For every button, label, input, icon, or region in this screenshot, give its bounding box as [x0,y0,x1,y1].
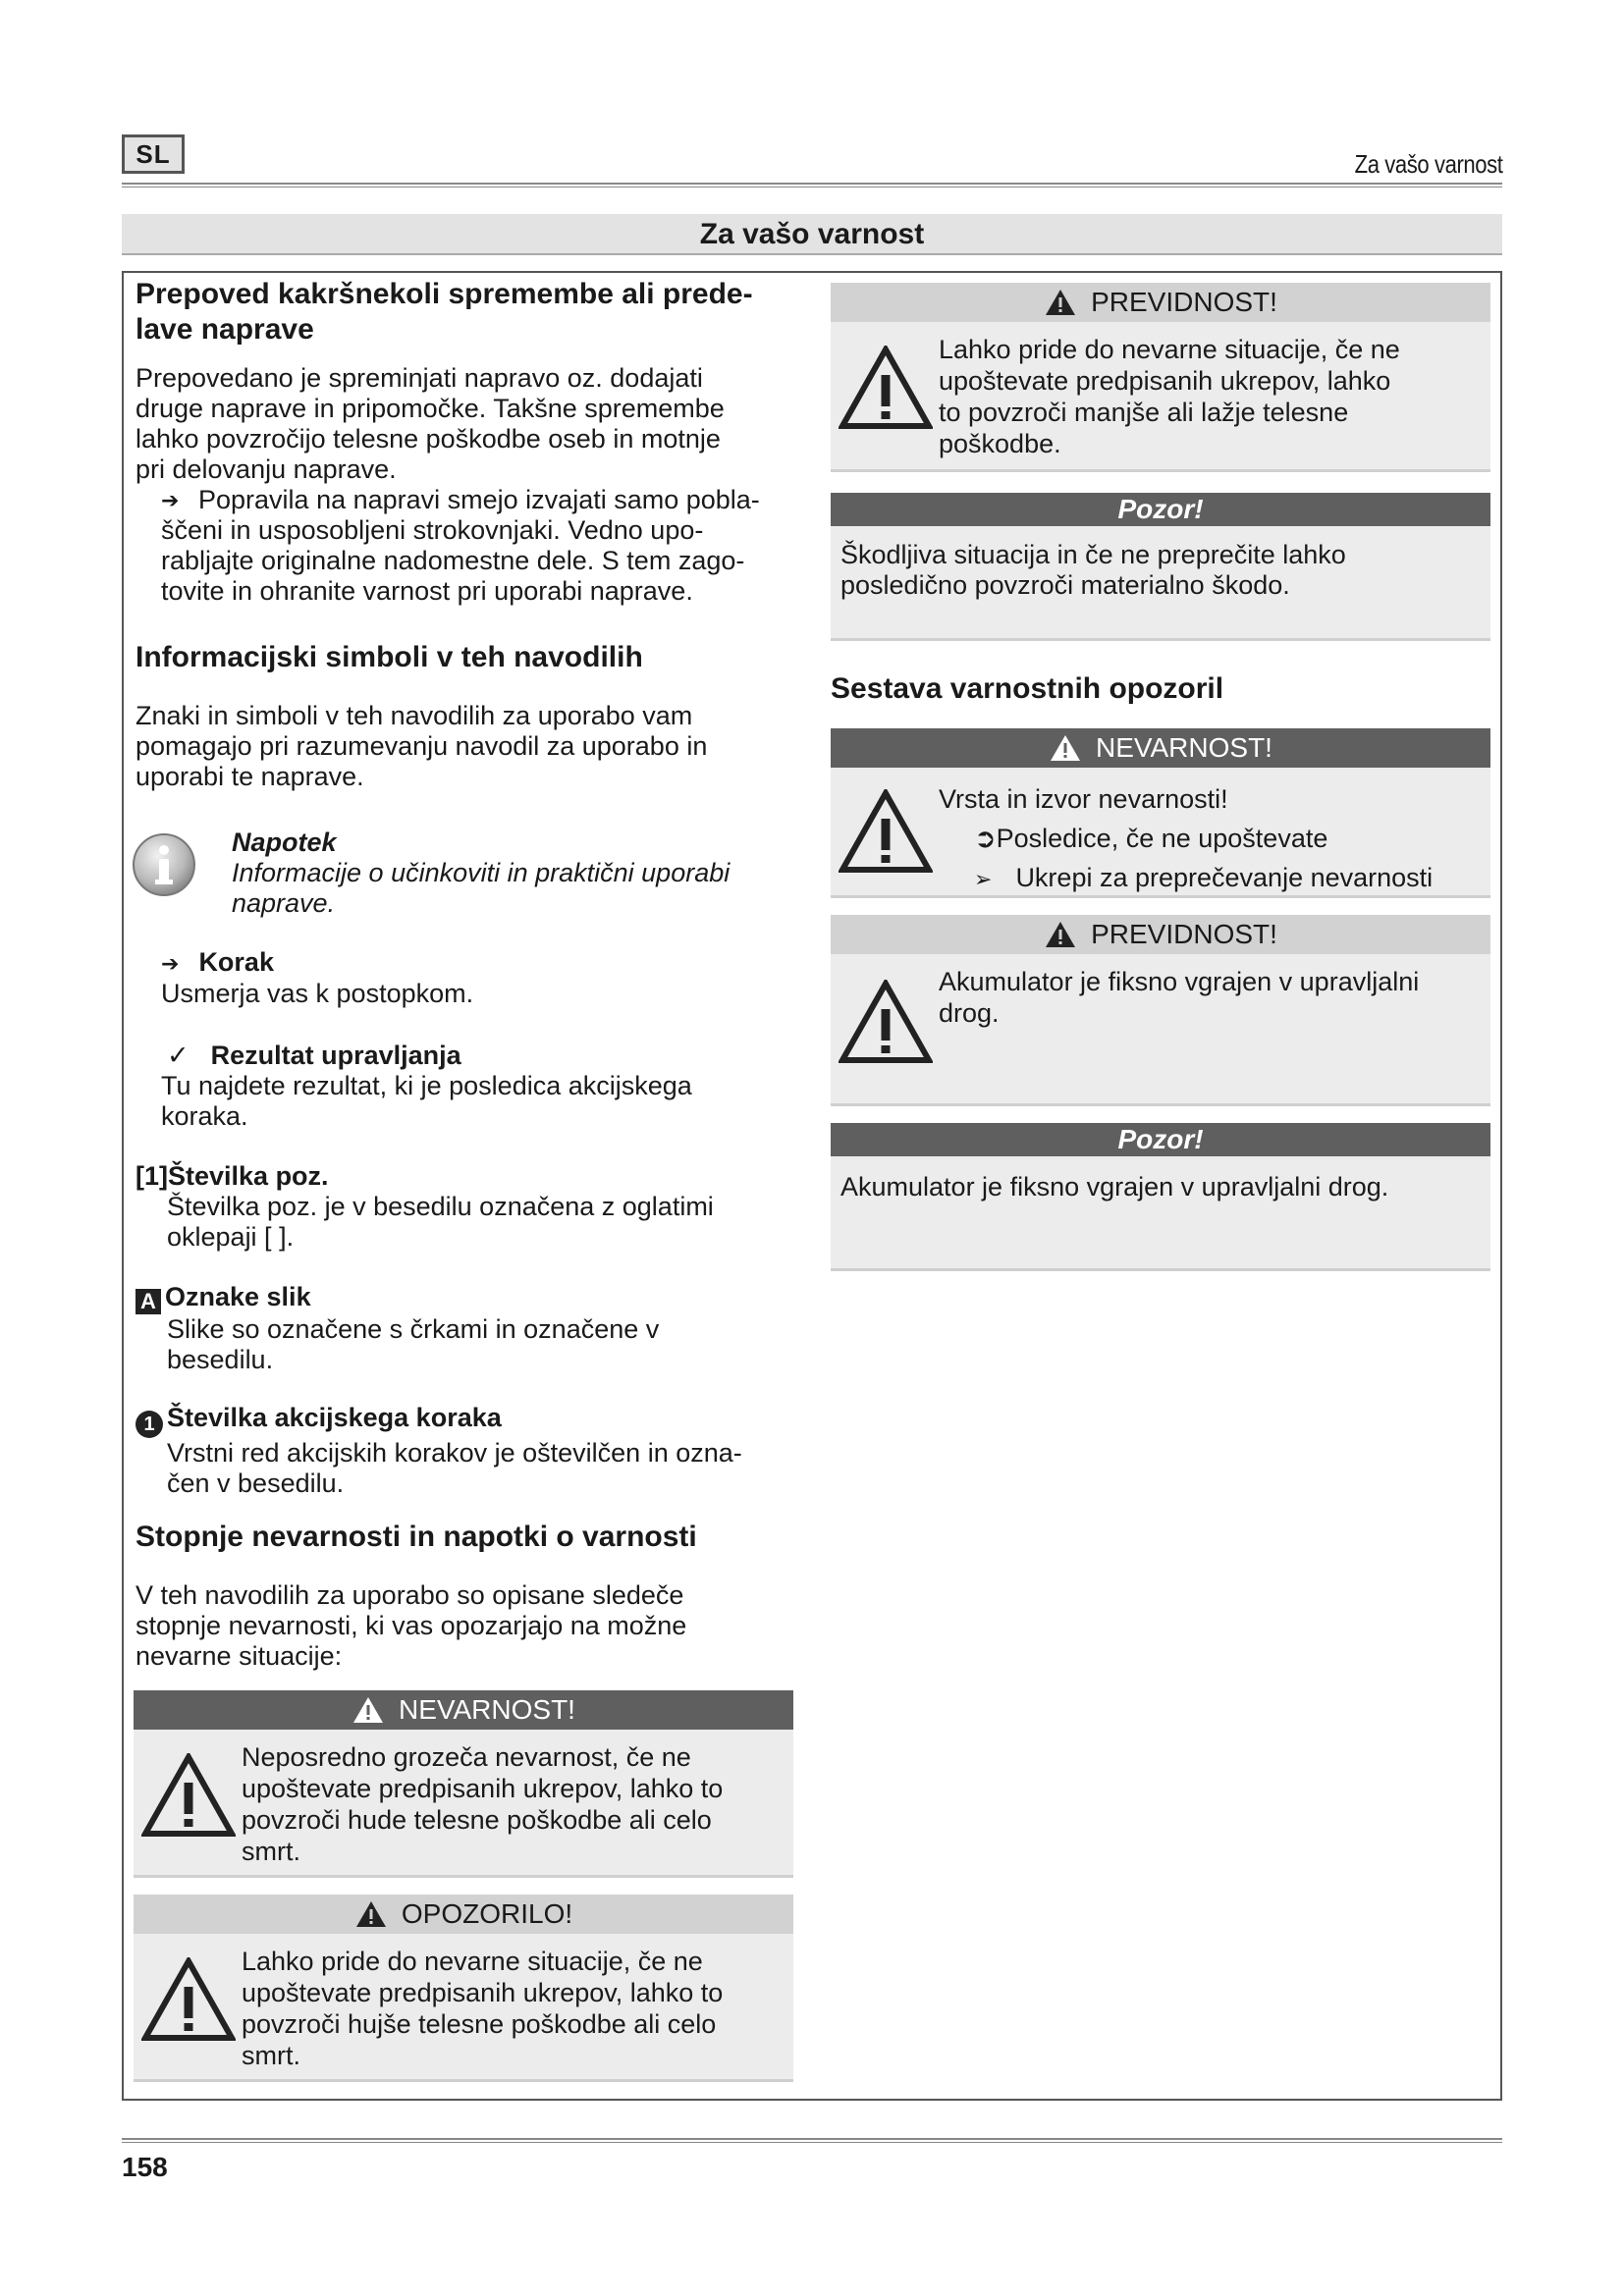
action-body-line: čen v besedilu. [167,1468,345,1498]
levels-body-line: stopnje nevarnosti, ki vas opozarjajo na možne [135,1611,687,1640]
prohibition-step-line: tovite in ohranite varnost pri uporabi naprave. [161,576,693,606]
figure-body-line: Slike so označene s črkami in označene v [167,1314,660,1344]
structure-danger-line3: Ukrepi za preprečevanje nevarnosti [1015,863,1434,892]
warning-triangle-icon [839,789,933,874]
danger-level-label: NEVARNOST! [399,1694,575,1725]
position-legend [135,1161,803,1253]
action-number-icon: 1 [135,1411,163,1438]
levels-section [135,1520,803,1672]
warning-triangle-icon [141,1957,236,2042]
header-rule [122,183,1502,187]
info-icon [132,832,196,897]
prohibition-section [135,277,803,607]
warning-triangle-icon [1044,920,1077,949]
danger-level-text: Neposredno grozeča nevarnost, če ne upoštevate predpisanih ukrepov, lahko to povzroči hude telesne poškodbe ali celo smrt. [242,1742,724,1866]
figure-body-line: besedilu. [167,1345,274,1374]
structure-title: Sestava varnostnih opozoril [831,672,1224,705]
result-body-line: Tu najdete rezultat, ki je posledica akcijskega [161,1071,692,1100]
caution-level-text: Lahko pride do nevarne situacije, če ne upoštevate predpisanih ukrepov, lahko to povzroči manjše ali lažje telesne poškodbe. [939,335,1400,458]
prohibition-step-line: Popravila na napravi smejo izvajati samo pobla- [198,485,760,514]
structure-attention-label: Pozor! [1117,1124,1204,1154]
prohibition-body-line: Prepovedano je spreminjati napravo oz. dodajati [135,363,703,393]
check-icon: ✓ [167,1041,189,1070]
figure-letter-icon: A [135,1289,161,1314]
attention-level-header [831,493,1490,526]
action-title: Številka akcijskega koraka [167,1403,502,1432]
step-arrow-icon: ➔ [161,488,180,512]
structure-danger-text [939,779,1473,899]
prohibition-body-line: pri delovanju naprave. [135,454,397,484]
note-block [232,828,801,919]
danger-level-box [134,1690,793,1878]
running-header-title: Za vašo varnost [1354,149,1502,179]
levels-body-line: V teh navodilih za uporabo so opisane sledeče [135,1580,684,1610]
note-body-line: Informacije o učinkoviti in praktični uporabi [232,858,731,887]
footer-rule [122,2138,1502,2143]
warning-level-box [134,1895,793,2082]
structure-attention-header [831,1123,1490,1156]
symbols-body-line: pomagajo pri razumevanju navodil za uporabo in [135,731,708,761]
warning-level-header [134,1895,793,1934]
bullet-arrow-icon: ➢ [974,867,993,891]
step-legend [161,947,799,1009]
step-title: Korak [198,947,274,977]
warning-triangle-icon [839,980,933,1064]
structure-caution-box [831,915,1490,1106]
note-body-line: naprave. [232,888,336,918]
danger-level-header [134,1690,793,1730]
prohibition-step-line: rabljajte originalne nadomestne dele. S tem zago- [161,546,745,575]
structure-caution-text: Akumulator je fiksno vgrajen v upravljalni drog. [939,967,1420,1028]
step-arrow-icon: ➔ [161,951,180,976]
action-legend [135,1403,803,1499]
note-title: Napotek [232,828,337,857]
structure-danger-line2: Posledice, če ne upoštevate [996,824,1328,853]
symbols-title: Informacijski simboli v teh navodilih [135,641,643,673]
figure-legend [135,1282,803,1375]
structure-danger-line1: Vrsta in izvor nevarnosti! [939,784,1228,814]
position-body-line: Številka poz. je v besedilu označena z oglatimi [167,1192,714,1221]
caution-level-box [831,283,1490,472]
position-body-line: oklepaji [ ]. [167,1222,295,1252]
prohibition-title-line2: lave naprave [135,313,314,346]
warning-triangle-icon [141,1753,236,1838]
caution-level-label: PREVIDNOST! [1091,287,1277,317]
result-legend [161,1041,799,1132]
caution-level-header [831,283,1490,322]
structure-danger-header [831,728,1490,768]
structure-attention-text: Akumulator je fiksno vgrajen v upravljalni drog. [840,1172,1389,1201]
warning-triangle-icon [354,1899,388,1929]
prohibition-body-line: druge naprave in pripomočke. Takšne spremembe [135,394,725,423]
attention-level-box [831,493,1490,641]
warning-triangle-icon [1049,733,1082,763]
structure-danger-box [831,728,1490,898]
prohibition-body-line: lahko povzročijo telesne poškodbe oseb in motnje [135,424,721,454]
warning-triangle-icon [1044,288,1077,317]
structure-caution-label: PREVIDNOST! [1091,919,1277,949]
consequence-arrow-icon: ➲ [974,824,997,853]
page-number: 158 [122,2152,168,2182]
symbols-section [135,640,803,792]
warning-triangle-icon [352,1695,385,1725]
result-body-line: koraka. [161,1101,248,1131]
warning-level-text: Lahko pride do nevarne situacije, če ne upoštevate predpisanih ukrepov, lahko to povzroči hujše telesne poškodbe ali celo smrt. [242,1947,724,2070]
language-badge: SL [122,134,185,174]
position-title: [1]Številka poz. [135,1161,329,1191]
structure-danger-label: NEVARNOST! [1096,732,1272,763]
symbols-body-line: uporabi te naprave. [135,762,364,791]
attention-level-text: Škodljiva situacija in če ne preprečite lahko posledično povzroči materialno škodo. [840,540,1346,600]
symbols-body-line: Znaki in simboli v teh navodilih za uporabo vam [135,701,693,730]
prohibition-step-line: ščeni in usposobljeni strokovnjaki. Vedno upo- [161,515,704,545]
structure-caution-header [831,915,1490,954]
prohibition-title-line1: Prepoved kakršnekoli spremembe ali prede- [135,278,753,310]
warning-triangle-icon [839,346,933,430]
levels-body-line: nevarne situacije: [135,1641,343,1671]
levels-title: Stopnje nevarnosti in napotki o varnosti [135,1521,697,1553]
structure-attention-box [831,1123,1490,1271]
section-title-bar: Za vašo varnost [122,214,1502,255]
warning-level-label: OPOZORILO! [401,1898,573,1929]
step-body: Usmerja vas k postopkom. [161,979,474,1008]
action-body-line: Vrstni red akcijskih korakov je oštevilčen in ozna- [167,1438,742,1468]
result-title: Rezultat upravljanja [210,1041,461,1070]
attention-level-label: Pozor! [1117,494,1204,524]
figure-title: Oznake slik [165,1282,311,1311]
